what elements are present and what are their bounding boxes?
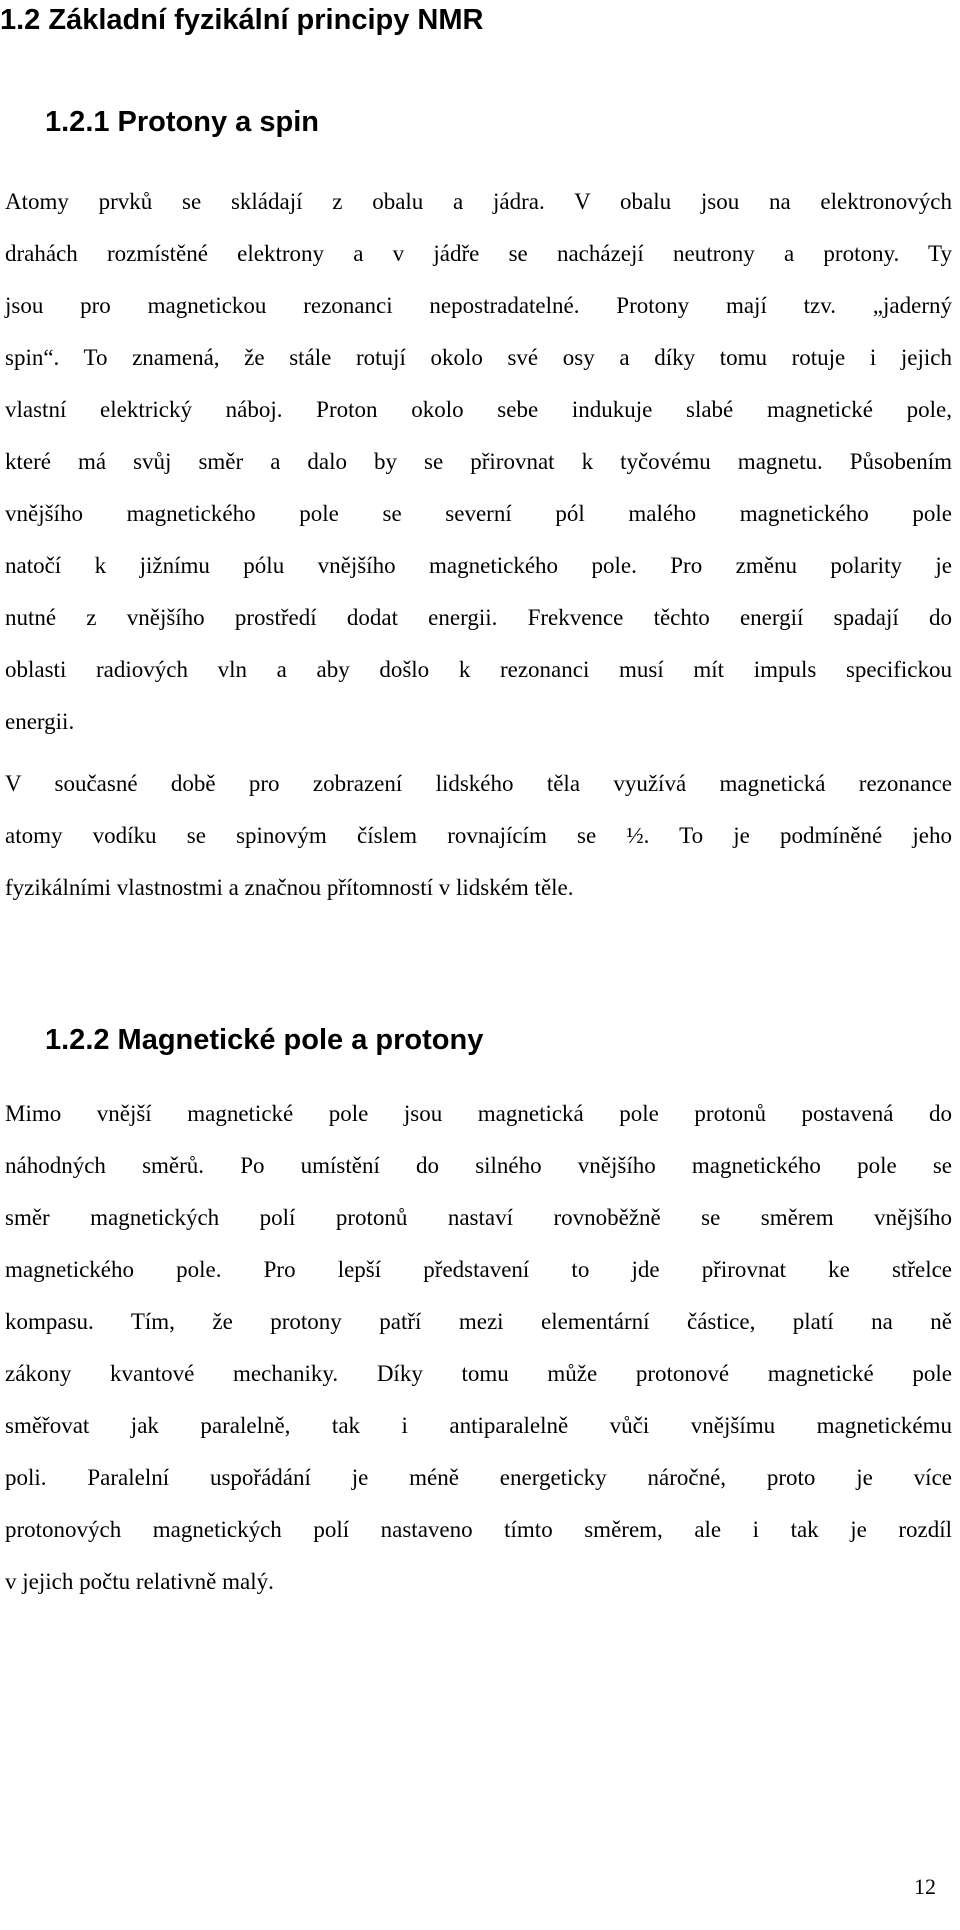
text-line: jsou pro magnetickou rezonanci nepostradatelné. Protony mají tzv. „jaderný: [5, 293, 952, 318]
page-number: 12: [914, 1874, 936, 1899]
text-line: vnějšího magnetického pole se severní pól malého magnetického pole: [5, 501, 952, 526]
text-line: kompasu. Tím, že protony patří mezi elementární částice, platí na ně: [5, 1309, 952, 1334]
paragraph-magneticke-pole-1: [5, 1088, 952, 1608]
text-line: směr magnetických polí protonů nastaví rovnoběžně se směrem vnějšího: [5, 1205, 952, 1230]
text-line: náhodných směrů. Po umístění do silného vnějšího magnetického pole se: [5, 1153, 952, 1178]
text-line: Mimo vnější magnetické pole jsou magnetická pole protonů postavená do: [5, 1101, 952, 1126]
paragraph-protony-2: [5, 758, 952, 914]
text-line: fyzikálními vlastnostmi a značnou přítomností v lidském těle.: [5, 875, 574, 900]
text-line: Atomy prvků se skládají z obalu a jádra. V obalu jsou na elektronových: [5, 189, 952, 214]
text-line: V současné době pro zobrazení lidského těla využívá magnetická rezonance: [5, 771, 952, 796]
text-line: v jejich počtu relativně malý.: [5, 1569, 274, 1594]
text-line: vlastní elektrický náboj. Proton okolo sebe indukuje slabé magnetické pole,: [5, 397, 952, 422]
text-line: energii.: [5, 709, 75, 734]
text-line: magnetického pole. Pro lepší představení to jde přirovnat ke střelce: [5, 1257, 952, 1282]
subsection-heading-magneticke-pole: 1.2.2 Magnetické pole a protony: [45, 1024, 484, 1056]
subsection-heading-protony-a-spin: 1.2.1 Protony a spin: [45, 106, 319, 138]
text-line: protonových magnetických polí nastaveno tímto směrem, ale i tak je rozdíl: [5, 1517, 952, 1542]
section-heading: 1.2 Základní fyzikální principy NMR: [0, 4, 484, 36]
text-line: které má svůj směr a dalo by se přirovnat k tyčovému magnetu. Působením: [5, 449, 952, 474]
text-line: oblasti radiových vln a aby došlo k rezonanci musí mít impuls specifickou: [5, 657, 952, 682]
text-line: směřovat jak paralelně, tak i antiparalelně vůči vnějšímu magnetickému: [5, 1413, 952, 1438]
paragraph-protony-1: [5, 176, 952, 748]
text-line: spin“. To znamená, že stále rotují okolo své osy a díky tomu rotuje i jejich: [5, 345, 952, 370]
text-line: natočí k jižnímu pólu vnějšího magnetického pole. Pro změnu polarity je: [5, 553, 952, 578]
text-line: zákony kvantové mechaniky. Díky tomu může protonové magnetické pole: [5, 1361, 952, 1386]
text-line: drahách rozmístěné elektrony a v jádře se nacházejí neutrony a protony. Ty: [5, 241, 952, 266]
text-line: nutné z vnějšího prostředí dodat energii. Frekvence těchto energií spadají do: [5, 605, 952, 630]
text-line: atomy vodíku se spinovým číslem rovnajícím se ½. To je podmíněné jeho: [5, 823, 952, 848]
text-line: poli. Paralelní uspořádání je méně energeticky náročné, proto je více: [5, 1465, 952, 1490]
